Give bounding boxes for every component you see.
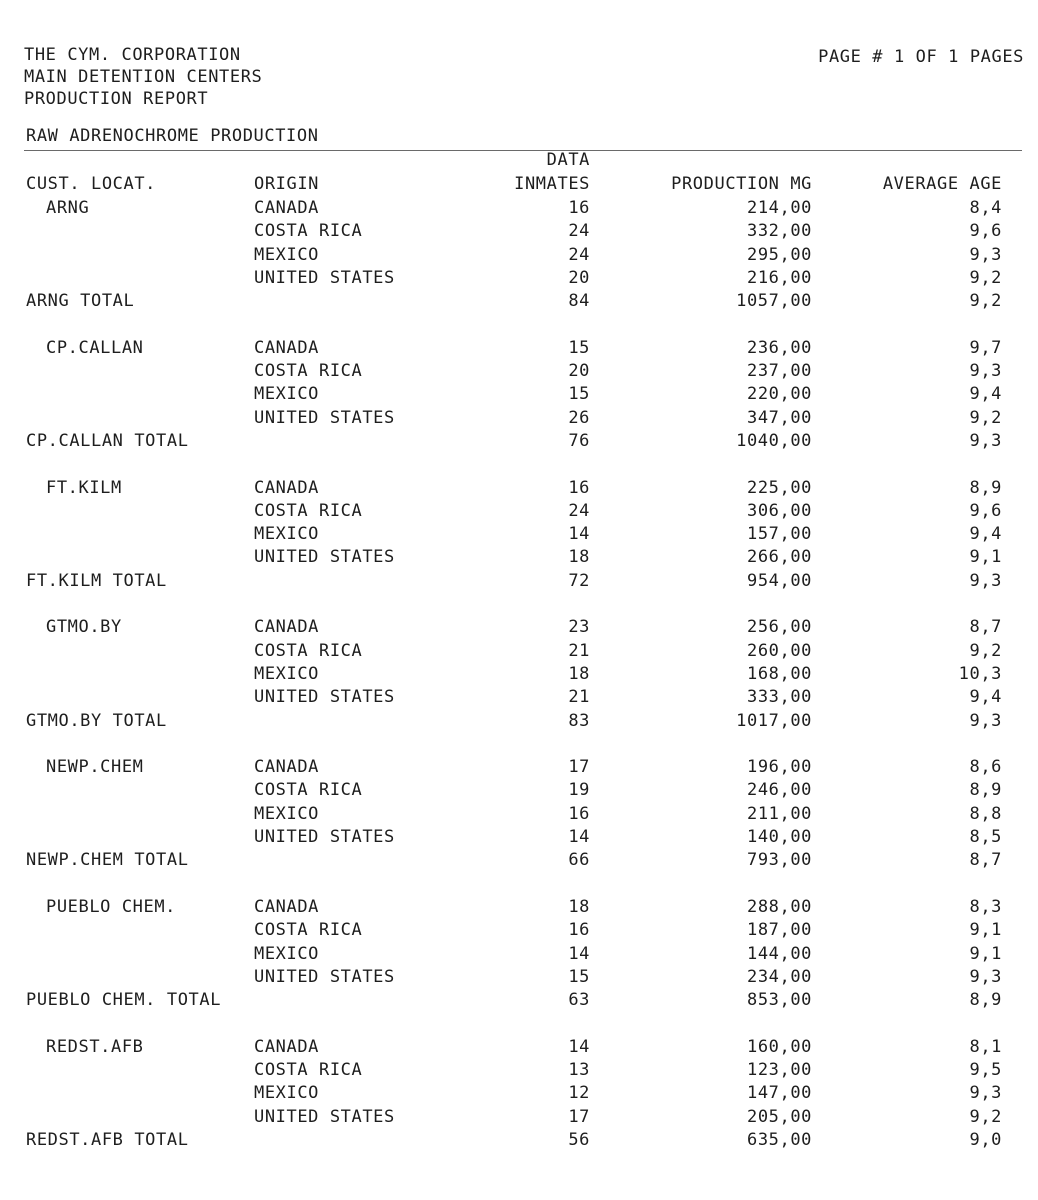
total-inmates: 76 (568, 430, 590, 451)
average-age-cell: 9,2 (969, 640, 1002, 661)
origin-cell: MEXICO (254, 803, 320, 824)
average-age-cell: 8,1 (969, 1036, 1002, 1057)
inmates-cell: 12 (568, 1083, 590, 1104)
table-row (0, 1106, 1038, 1129)
table-row (0, 500, 1038, 523)
origin-cell: COSTA RICA (254, 221, 363, 242)
production-cell: 140,00 (746, 827, 812, 848)
total-row (0, 710, 1038, 733)
origin-cell: COSTA RICA (254, 780, 363, 801)
report-header (24, 44, 262, 110)
inmates-cell: 21 (568, 640, 590, 661)
origin-cell: CANADA (254, 198, 320, 218)
table-row (0, 640, 1038, 663)
origin-cell: CANADA (254, 1036, 320, 1057)
production-cell: 347,00 (746, 407, 812, 428)
average-age-cell: 8,3 (969, 896, 1002, 917)
total-average-age: 9,3 (969, 430, 1002, 451)
total-production: 954,00 (746, 570, 812, 591)
average-age-cell: 9,1 (969, 920, 1002, 941)
average-age-cell: 9,3 (969, 966, 1002, 987)
origin-cell: MEXICO (254, 943, 320, 964)
average-age-cell: 9,6 (969, 221, 1002, 242)
total-label: GTMO.BY TOTAL (26, 710, 167, 731)
table-row (0, 826, 1038, 849)
section-title: RAW ADRENOCHROME PRODUCTION (26, 126, 319, 146)
total-average-age: 9,0 (969, 1129, 1002, 1150)
origin-cell: COSTA RICA (254, 361, 363, 382)
production-cell: 246,00 (746, 780, 812, 801)
total-row (0, 989, 1038, 1012)
production-cell: 234,00 (746, 966, 812, 987)
total-label: CP.CALLAN TOTAL (26, 430, 189, 451)
inmates-cell: 14 (568, 1036, 590, 1057)
company-name: THE CYM. CORPORATION (24, 45, 241, 65)
production-cell: 295,00 (746, 244, 812, 265)
origin-cell: CANADA (254, 757, 320, 778)
inmates-cell: 15 (568, 966, 590, 987)
origin-cell: UNITED STATES (254, 547, 395, 568)
origin-cell: MEXICO (254, 384, 320, 405)
spacer-row (0, 873, 1038, 896)
table-row (0, 407, 1038, 430)
total-label: NEWP.CHEM TOTAL (26, 850, 189, 871)
total-inmates: 72 (568, 570, 590, 591)
production-cell: 160,00 (746, 1036, 812, 1057)
table-row (0, 779, 1038, 802)
inmates-cell: 16 (568, 198, 590, 218)
origin-cell: MEXICO (254, 1083, 320, 1104)
total-average-age: 9,2 (969, 291, 1002, 312)
table-row (0, 1059, 1038, 1082)
average-age-cell: 8,5 (969, 827, 1002, 848)
table-row (0, 896, 1038, 919)
total-row (0, 290, 1038, 313)
total-average-age: 9,3 (969, 710, 1002, 731)
total-label: PUEBLO CHEM. TOTAL (26, 990, 222, 1011)
spacer-row (0, 453, 1038, 476)
table-row (0, 267, 1038, 290)
location-cell: CP.CALLAN (46, 337, 144, 358)
table-row (0, 383, 1038, 406)
average-age-cell: 9,3 (969, 1083, 1002, 1104)
inmates-cell: 21 (568, 687, 590, 708)
inmates-cell: 26 (568, 407, 590, 428)
inmates-cell: 24 (568, 244, 590, 265)
table-row (0, 756, 1038, 779)
inmates-cell: 18 (568, 547, 590, 568)
table-row (0, 663, 1038, 686)
page-indicator: PAGE # 1 OF 1 PAGES (818, 47, 1024, 67)
average-age-cell: 9,7 (969, 337, 1002, 358)
origin-cell: MEXICO (254, 663, 320, 684)
inmates-cell: 16 (568, 920, 590, 941)
total-production: 1017,00 (736, 710, 812, 731)
column-header-average-age: AVERAGE AGE (882, 174, 1002, 194)
report-type: PRODUCTION REPORT (24, 89, 209, 109)
production-table (0, 197, 1038, 1152)
location-cell: REDST.AFB (46, 1036, 144, 1057)
production-cell: 332,00 (746, 221, 812, 242)
inmates-cell: 18 (568, 896, 590, 917)
average-age-cell: 9,4 (969, 687, 1002, 708)
production-cell: 333,00 (746, 687, 812, 708)
inmates-cell: 15 (568, 384, 590, 405)
total-label: ARNG TOTAL (26, 291, 135, 312)
total-label: REDST.AFB TOTAL (26, 1129, 189, 1150)
location-cell: PUEBLO CHEM. (46, 896, 177, 917)
production-cell: 266,00 (746, 547, 812, 568)
inmates-cell: 14 (568, 827, 590, 848)
origin-cell: UNITED STATES (254, 1106, 395, 1127)
origin-cell: UNITED STATES (254, 407, 395, 428)
average-age-cell: 8,8 (969, 803, 1002, 824)
inmates-cell: 14 (568, 524, 590, 545)
column-group-data: DATA (546, 150, 590, 170)
total-production: 635,00 (746, 1129, 812, 1150)
spacer-row (0, 593, 1038, 616)
average-age-cell: 8,4 (969, 198, 1002, 218)
production-cell: 216,00 (746, 267, 812, 288)
production-cell: 168,00 (746, 663, 812, 684)
total-inmates: 66 (568, 850, 590, 871)
inmates-cell: 14 (568, 943, 590, 964)
production-cell: 211,00 (746, 803, 812, 824)
origin-cell: CANADA (254, 896, 320, 917)
production-cell: 196,00 (746, 757, 812, 778)
total-production: 853,00 (746, 990, 812, 1011)
spacer-row (0, 1012, 1038, 1035)
inmates-cell: 16 (568, 803, 590, 824)
inmates-cell: 20 (568, 361, 590, 382)
origin-cell: COSTA RICA (254, 500, 363, 521)
average-age-cell: 8,7 (969, 617, 1002, 638)
production-cell: 144,00 (746, 943, 812, 964)
average-age-cell: 9,3 (969, 361, 1002, 382)
production-cell: 256,00 (746, 617, 812, 638)
production-cell: 220,00 (746, 384, 812, 405)
average-age-cell: 9,2 (969, 267, 1002, 288)
origin-cell: COSTA RICA (254, 640, 363, 661)
total-inmates: 83 (568, 710, 590, 731)
total-production: 793,00 (746, 850, 812, 871)
location-cell: GTMO.BY (46, 617, 122, 638)
column-header-origin: ORIGIN (254, 174, 320, 194)
inmates-cell: 23 (568, 617, 590, 638)
average-age-cell: 8,9 (969, 477, 1002, 498)
table-row (0, 1082, 1038, 1105)
location-cell: ARNG (46, 198, 90, 218)
origin-cell: UNITED STATES (254, 966, 395, 987)
production-cell: 237,00 (746, 361, 812, 382)
average-age-cell: 9,6 (969, 500, 1002, 521)
total-row (0, 849, 1038, 872)
location-cell: FT.KILM (46, 477, 122, 498)
average-age-cell: 9,1 (969, 943, 1002, 964)
table-row (0, 919, 1038, 942)
inmates-cell: 13 (568, 1059, 590, 1080)
origin-cell: CANADA (254, 337, 320, 358)
inmates-cell: 18 (568, 663, 590, 684)
table-row (0, 360, 1038, 383)
average-age-cell: 9,2 (969, 407, 1002, 428)
average-age-cell: 8,6 (969, 757, 1002, 778)
origin-cell: COSTA RICA (254, 1059, 363, 1080)
total-row (0, 1129, 1038, 1152)
table-row (0, 197, 1038, 220)
production-cell: 260,00 (746, 640, 812, 661)
header-divider (24, 150, 1022, 151)
origin-cell: UNITED STATES (254, 827, 395, 848)
table-row (0, 523, 1038, 546)
column-header-production: PRODUCTION MG (671, 174, 812, 194)
average-age-cell: 10,3 (958, 663, 1002, 684)
total-row (0, 430, 1038, 453)
table-row (0, 803, 1038, 826)
inmates-cell: 20 (568, 267, 590, 288)
inmates-cell: 15 (568, 337, 590, 358)
origin-cell: UNITED STATES (254, 687, 395, 708)
column-header-cust-locat: CUST. LOCAT. (26, 174, 157, 194)
production-cell: 236,00 (746, 337, 812, 358)
production-cell: 214,00 (746, 198, 812, 218)
column-header-inmates: INMATES (514, 174, 590, 194)
origin-cell: MEXICO (254, 524, 320, 545)
table-row (0, 244, 1038, 267)
inmates-cell: 16 (568, 477, 590, 498)
report-subtitle: MAIN DETENTION CENTERS (24, 67, 263, 87)
inmates-cell: 17 (568, 757, 590, 778)
inmates-cell: 19 (568, 780, 590, 801)
table-row (0, 616, 1038, 639)
production-cell: 205,00 (746, 1106, 812, 1127)
table-row (0, 966, 1038, 989)
total-inmates: 56 (568, 1129, 590, 1150)
origin-cell: CANADA (254, 617, 320, 638)
total-average-age: 9,3 (969, 570, 1002, 591)
origin-cell: CANADA (254, 477, 320, 498)
table-row (0, 546, 1038, 569)
total-inmates: 84 (568, 291, 590, 312)
total-production: 1040,00 (736, 430, 812, 451)
production-cell: 288,00 (746, 896, 812, 917)
inmates-cell: 17 (568, 1106, 590, 1127)
average-age-cell: 9,2 (969, 1106, 1002, 1127)
spacer-row (0, 313, 1038, 336)
table-row (0, 943, 1038, 966)
location-cell: NEWP.CHEM (46, 757, 144, 778)
origin-cell: MEXICO (254, 244, 320, 265)
total-average-age: 8,9 (969, 990, 1002, 1011)
table-row (0, 220, 1038, 243)
total-inmates: 63 (568, 990, 590, 1011)
production-cell: 187,00 (746, 920, 812, 941)
total-label: FT.KILM TOTAL (26, 570, 167, 591)
average-age-cell: 9,4 (969, 524, 1002, 545)
production-cell: 123,00 (746, 1059, 812, 1080)
average-age-cell: 8,9 (969, 780, 1002, 801)
total-production: 1057,00 (736, 291, 812, 312)
table-row (0, 477, 1038, 500)
production-cell: 157,00 (746, 524, 812, 545)
production-cell: 147,00 (746, 1083, 812, 1104)
table-row (0, 1036, 1038, 1059)
production-cell: 306,00 (746, 500, 812, 521)
total-average-age: 8,7 (969, 850, 1002, 871)
origin-cell: UNITED STATES (254, 267, 395, 288)
average-age-cell: 9,4 (969, 384, 1002, 405)
total-row (0, 570, 1038, 593)
average-age-cell: 9,3 (969, 244, 1002, 265)
table-row (0, 337, 1038, 360)
inmates-cell: 24 (568, 500, 590, 521)
spacer-row (0, 733, 1038, 756)
origin-cell: COSTA RICA (254, 920, 363, 941)
average-age-cell: 9,5 (969, 1059, 1002, 1080)
production-cell: 225,00 (746, 477, 812, 498)
average-age-cell: 9,1 (969, 547, 1002, 568)
inmates-cell: 24 (568, 221, 590, 242)
table-row (0, 686, 1038, 709)
